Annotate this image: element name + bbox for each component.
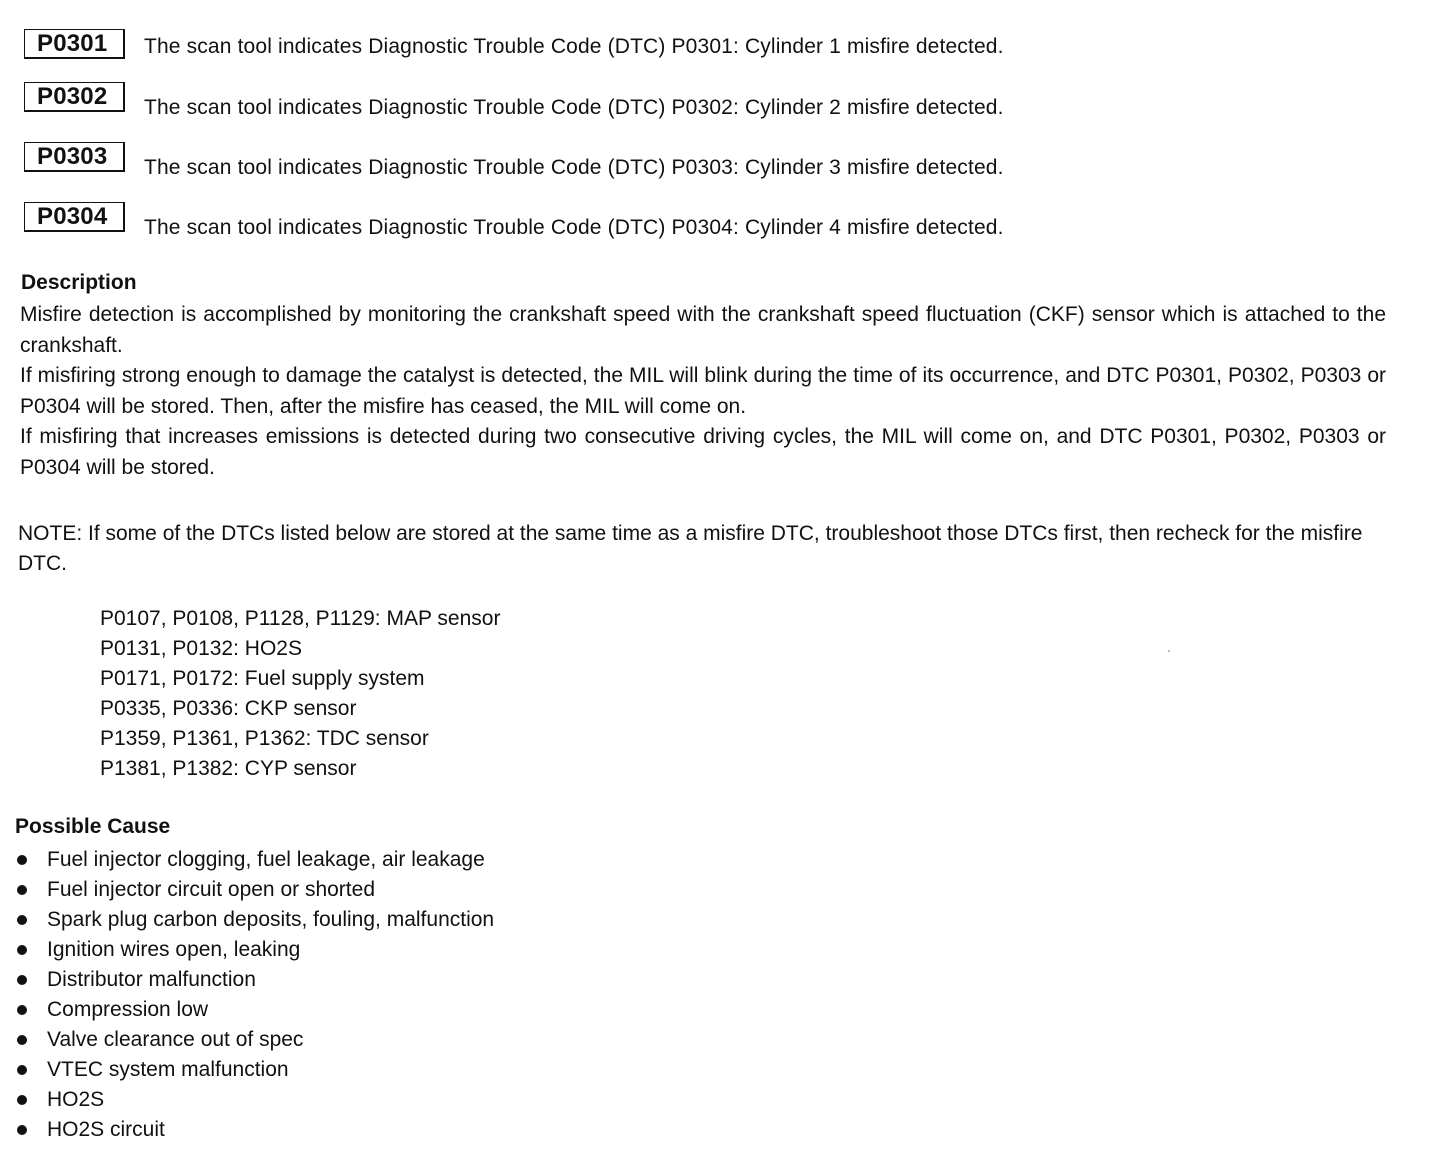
cause-text: Fuel injector circuit open or shorted xyxy=(47,878,375,901)
bullet-icon xyxy=(17,1125,27,1135)
dtc-row-p0303 xyxy=(24,142,1404,179)
dtc-description: The scan tool indicates Diagnostic Trouble Code (DTC) P0303: Cylinder 3 misfire detected. xyxy=(144,156,1004,179)
description-paragraph: Misfire detection is accomplished by monitoring the crankshaft speed with the crankshaft speed fluctuation (CKF) sensor which is attached to the crankshaft. xyxy=(20,303,1386,357)
bullet-icon xyxy=(17,915,27,925)
description-paragraph: If misfiring that increases emissions is detected during two consecutive driving cycles, the MIL will come on, and DTC P0301, P0302, P0303 or P0304 will be stored. xyxy=(20,425,1386,479)
dtc-code-box: P0303 xyxy=(24,142,125,172)
cause-text: Distributor malfunction xyxy=(47,968,256,991)
cause-text: Spark plug carbon deposits, fouling, malfunction xyxy=(47,908,495,931)
dtc-code-box: P0304 xyxy=(24,202,125,232)
bullet-icon xyxy=(17,885,27,895)
related-dtc-item: P0107, P0108, P1128, P1129: MAP sensor xyxy=(100,607,501,630)
scan-speck xyxy=(1168,650,1170,652)
cause-item xyxy=(15,965,494,995)
related-dtc-item: P1359, P1361, P1362: TDC sensor xyxy=(100,727,429,750)
bullet-icon xyxy=(17,975,27,985)
cause-text: HO2S xyxy=(47,1088,105,1111)
dtc-row-p0302 xyxy=(24,82,1404,119)
cause-item xyxy=(15,845,494,875)
cause-text: VTEC system malfunction xyxy=(47,1058,289,1081)
dtc-code-box: P0302 xyxy=(24,82,125,112)
description-heading: Description xyxy=(21,271,137,294)
cause-item xyxy=(15,1115,494,1145)
cause-text: Ignition wires open, leaking xyxy=(47,938,301,961)
cause-text: Valve clearance out of spec xyxy=(47,1028,304,1051)
bullet-icon xyxy=(17,1065,27,1075)
description-body xyxy=(20,300,1386,483)
bullet-icon xyxy=(17,1005,27,1015)
related-dtc-item: P0131, P0132: HO2S xyxy=(100,637,302,660)
possible-cause-heading: Possible Cause xyxy=(15,815,171,838)
related-dtc-item: P1381, P1382: CYP sensor xyxy=(100,757,357,780)
cause-text: Fuel injector clogging, fuel leakage, air leakage xyxy=(47,848,485,871)
bullet-icon xyxy=(17,1035,27,1045)
cause-item xyxy=(15,905,494,935)
bullet-icon xyxy=(17,945,27,955)
dtc-row-p0304 xyxy=(24,202,1404,239)
dtc-row-p0301 xyxy=(24,29,1404,63)
cause-text: HO2S circuit xyxy=(47,1118,165,1141)
bullet-icon xyxy=(17,855,27,865)
bullet-icon xyxy=(17,1095,27,1105)
cause-item xyxy=(15,935,494,965)
dtc-description: The scan tool indicates Diagnostic Trouble Code (DTC) P0301: Cylinder 1 misfire detected. xyxy=(144,35,1004,58)
related-dtc-item: P0171, P0172: Fuel supply system xyxy=(100,667,425,690)
dtc-description: The scan tool indicates Diagnostic Trouble Code (DTC) P0304: Cylinder 4 misfire detected. xyxy=(144,216,1004,239)
dtc-code-box: P0301 xyxy=(24,29,125,59)
related-dtc-list xyxy=(100,604,500,784)
cause-item xyxy=(15,1055,494,1085)
cause-item xyxy=(15,875,494,905)
dtc-description: The scan tool indicates Diagnostic Trouble Code (DTC) P0302: Cylinder 2 misfire detected. xyxy=(144,96,1004,119)
cause-text: Compression low xyxy=(47,998,209,1021)
cause-item xyxy=(15,995,494,1025)
note-text: NOTE: If some of the DTCs listed below are stored at the same time as a misfire DTC, troubleshoot those DTCs first, then recheck for the misfire DTC. xyxy=(18,522,1363,575)
cause-item xyxy=(15,1025,494,1055)
cause-item xyxy=(15,1085,494,1115)
possible-cause-list xyxy=(15,845,494,1145)
related-dtc-item: P0335, P0336: CKP sensor xyxy=(100,697,357,720)
description-paragraph: If misfiring strong enough to damage the catalyst is detected, the MIL will blink during the time of its occurrence, and DTC P0301, P0302, P0303 or P0304 will be stored. Then, after the misfire has ceased, the MIL will come on. xyxy=(20,364,1386,418)
